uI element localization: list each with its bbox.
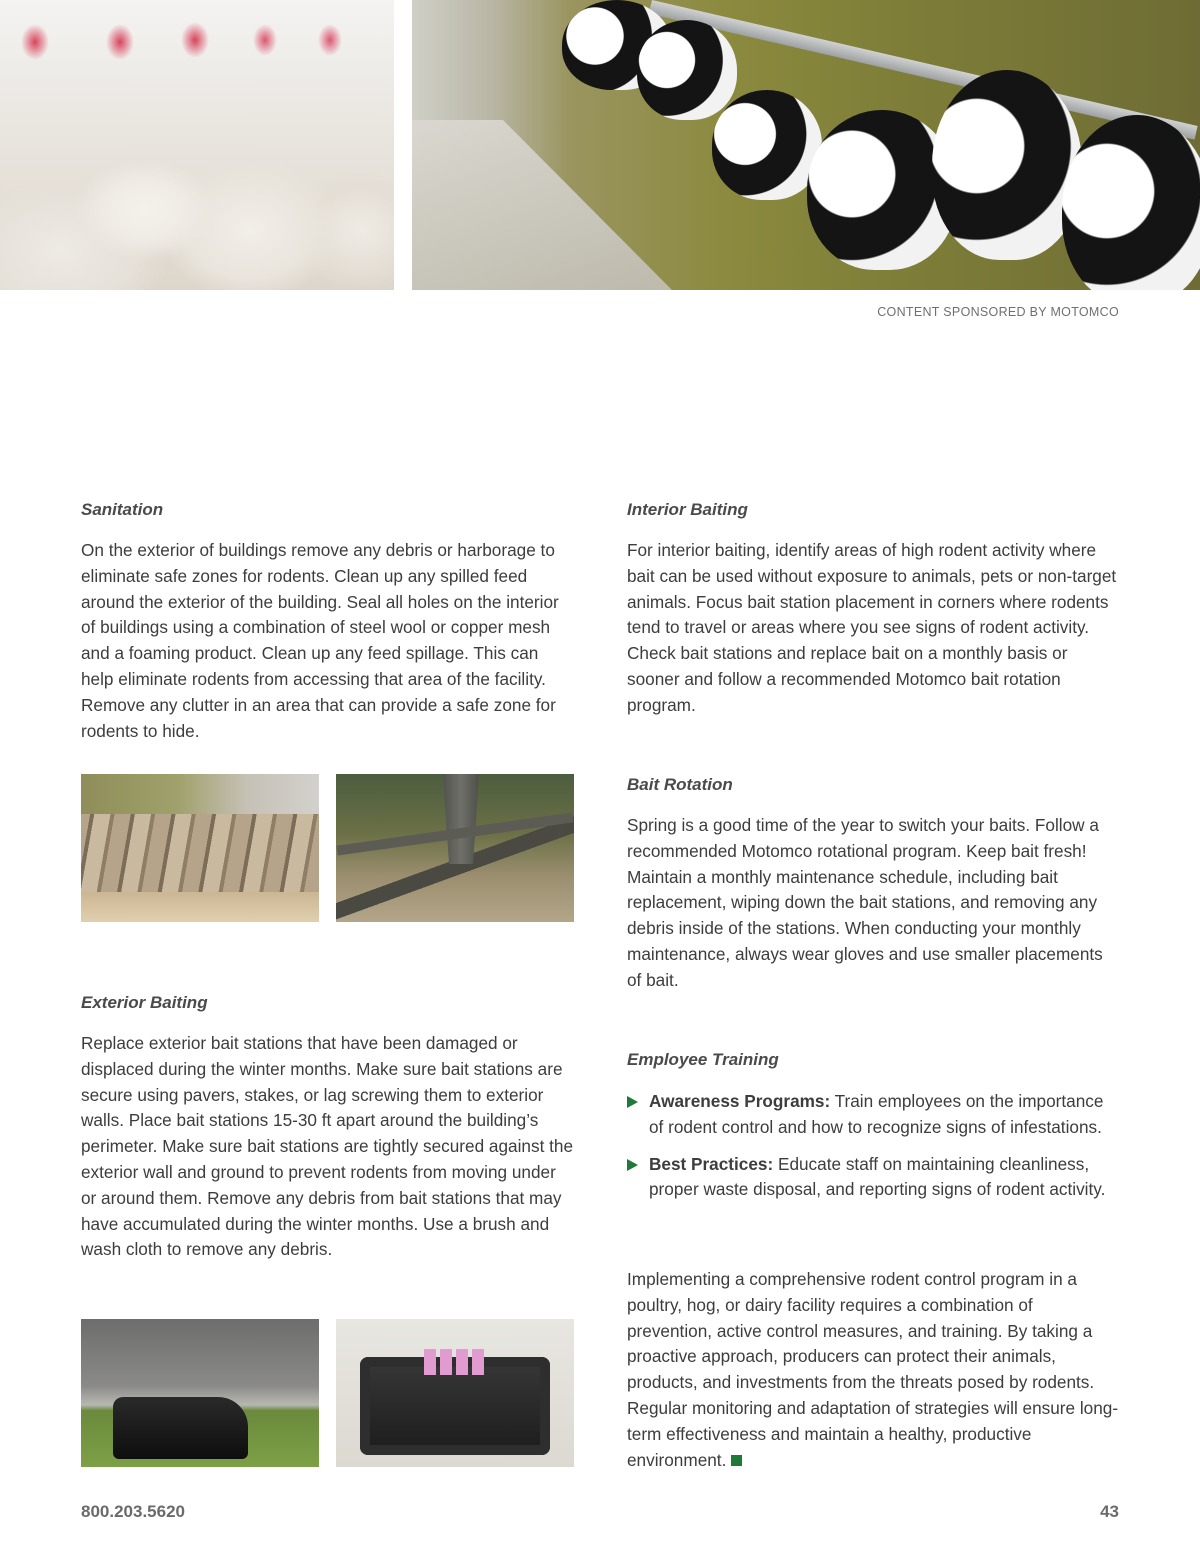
cow-head — [712, 90, 822, 200]
bait-rotation-heading: Bait Rotation — [627, 775, 733, 794]
interior-baiting-body: For interior baiting, identify areas of high rodent activity where bait can be used without exposure to animals, pets or non-target animals. Focus bait station placement in corners where rodents tend to travel or areas where you see signs of rodent activity. Check bait stations and replace bait on a monthly basis or sooner and follow a recommended Motomco bait rotation program. — [627, 540, 1117, 715]
bullet-triangle-icon — [627, 1159, 638, 1171]
end-square-icon — [731, 1455, 742, 1466]
cow-head — [932, 70, 1082, 260]
page-number: 43 — [1100, 1502, 1119, 1521]
bait-rotation-body: Spring is a good time of the year to switch your baits. Follow a recommended Motomco rotational program. Keep bait fresh! Maintain a monthly maintenance schedule, including bait replacement, wiping down the bait stations, and removing any debris inside of the stations. When conducting your monthly maintenance, always wear gloves and use smaller placements of bait. — [627, 815, 1103, 990]
cow-head — [1062, 115, 1200, 290]
chickens-photo — [0, 0, 394, 290]
bullet-title: Best Practices: — [649, 1153, 774, 1174]
interior-baiting-heading: Interior Baiting — [627, 500, 748, 519]
damaged-pallet-photo — [81, 774, 319, 922]
sponsor-credit: CONTENT SPONSORED BY MOTOMCO — [877, 305, 1119, 319]
open-bait-station-photo — [336, 1319, 574, 1467]
exterior-baiting-body: Replace exterior bait stations that have been damaged or displaced during the winter months. Make sure bait stations are secure using pavers, stakes, or lag screwing them to exterior walls. Place bait stations 15-30 ft apart around the building’s perimeter. Make sure bait stations are tightly secured against the exterior wall and ground to prevent rodents from moving under or around them. Remove any debris from bait stations that may have accumulated during the winter months. Use a brush and wash cloth to remove any debris. — [81, 1033, 574, 1260]
exterior-baiting-heading: Exterior Baiting — [81, 993, 208, 1012]
bullet-text: Train employees on the importance of rodent control and how to recognize signs of infestations. — [649, 1091, 1104, 1137]
barn-floor — [412, 120, 672, 290]
conclusion-paragraph — [627, 1267, 1119, 1473]
sanitation-heading: Sanitation — [81, 500, 164, 519]
employee-training-heading: Employee Training — [627, 1050, 779, 1069]
training-list — [627, 1089, 1119, 1214]
list-item — [627, 1089, 1119, 1141]
cow-head — [637, 20, 737, 120]
bullet-title: Awareness Programs: — [649, 1091, 831, 1111]
list-item — [627, 1152, 1119, 1204]
sanitation-body: On the exterior of buildings remove any debris or harborage to eliminate safe zones for rodents. Clean up any spilled feed around the exterior of the building. Seal all holes on the interior of buildings using a combination of steel wool or copper mesh and a foaming product. Clean up any feed spillage. This can help eliminate rodents from accessing that area of the facility. Remove any clutter in an area that can provide a safe zone for rodents to hide. — [81, 540, 559, 741]
footer-phone: 800.203.5620 — [81, 1502, 185, 1521]
conclusion-text: Implementing a comprehensive rodent control program in a poultry, hog, or dairy facility requires a combination of prevention, active control measures, and training. By taking a proactive approach, producers can protect their animals, products, and investments from the threats posed by rodents. Regular monitoring and adaptation of strategies will ensure long-term effectiveness and maintain a healthy, productive environment. — [627, 1269, 1119, 1470]
bullet-text: Educate staff on maintaining cleanliness, proper waste disposal, and reporting signs of rodent activity. — [649, 1153, 1106, 1200]
dairy-cows-photo — [412, 0, 1200, 290]
bait-station-exterior-photo — [81, 1319, 319, 1467]
bullet-triangle-icon — [627, 1096, 638, 1108]
feed-spillage-photo — [336, 774, 574, 922]
